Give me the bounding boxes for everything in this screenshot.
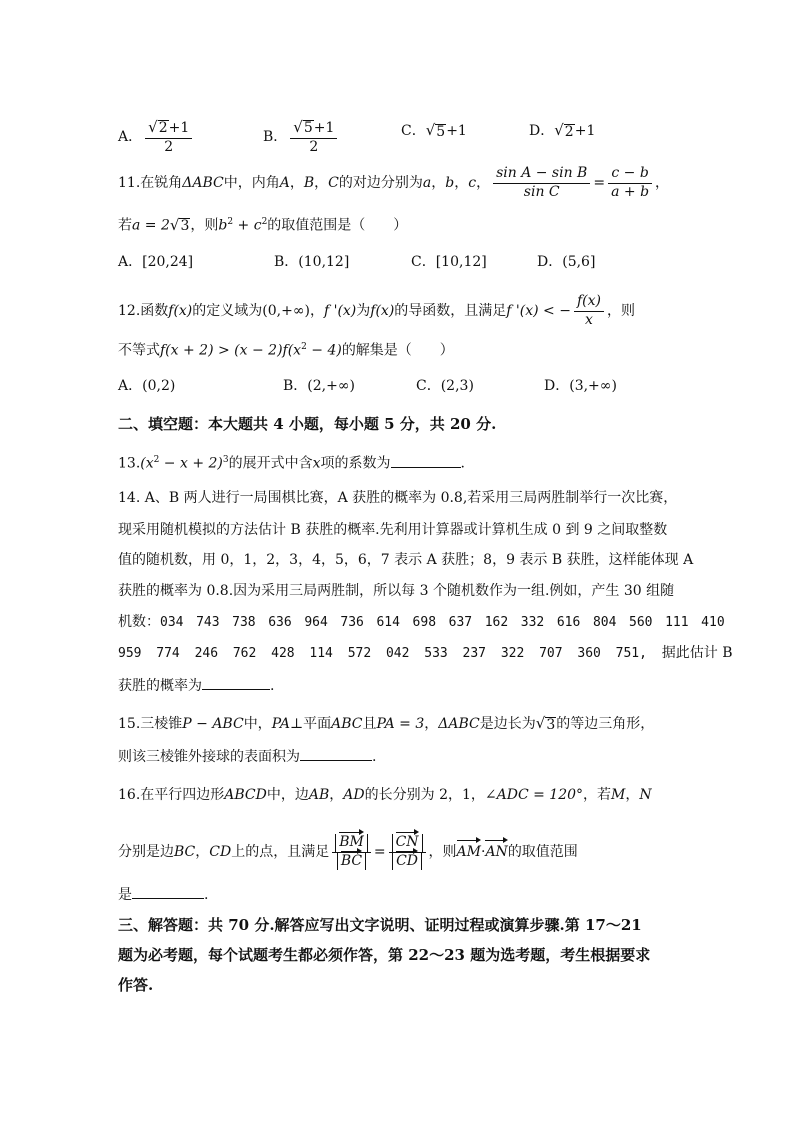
random-number-group: 034 bbox=[160, 615, 184, 630]
q14-line-3: 值的随机数，用 0，1，2，3，4，5，6，7 表示 A 获胜；8，9 表示 B 获胜，这样能体现 A bbox=[118, 552, 694, 568]
random-number-group: 111 bbox=[665, 615, 689, 630]
q15-stem: 15.三棱锥P − ABC中，PA⊥平面ABC且PA = 3，ΔABC是边长为 √ 3 的等边三角形， bbox=[118, 714, 655, 733]
q14-answer-line: 获胜的概率为 . bbox=[118, 675, 274, 696]
q11-condition: 若a = 2 √ 3 ，则$b^2 + c^2$的取值范围是（ ） bbox=[118, 215, 408, 235]
random-number-group: 572 bbox=[347, 646, 372, 661]
random-number-group: 162 bbox=[484, 615, 509, 630]
random-number-group: 237 bbox=[462, 646, 487, 661]
random-number-group: 738 bbox=[232, 615, 256, 630]
random-number-group: 959 bbox=[118, 646, 142, 661]
q11-stem: 11.在锐角ΔABC中，内角A，B，C的对边分别为a，b，c， $\frac{\text{sin A − sin B}}{\text{sin C}}$ = $\frac{c - b}{a + b}$ ， bbox=[118, 165, 670, 200]
q16-answer-line: 是 . bbox=[118, 884, 208, 905]
section-3-heading-line-3: 作答. bbox=[118, 976, 154, 994]
q13-answer-blank[interactable] bbox=[391, 453, 461, 468]
q14-numbers-row-1: 机数：034 743 738 636 964 736 614 698 637 162 332 616 804 560 111 410 bbox=[118, 612, 737, 633]
q13-stem: $13.(x^2 - x + 2)^3$的展开式中含x项的系数为 . bbox=[118, 450, 465, 474]
random-number-group: 616 bbox=[556, 615, 581, 630]
q15-answer-line: 则该三棱锥外接球的表面积为 . bbox=[118, 746, 376, 767]
q14-answer-blank[interactable] bbox=[202, 675, 270, 690]
random-number-group: 332 bbox=[520, 615, 545, 630]
random-number-group: 560 bbox=[629, 615, 653, 630]
q16-stem: 16.在平行四边形ABCD中，边AB，AD的长分别为 2，1，∠ADC = 120°，若M，N bbox=[118, 787, 652, 803]
random-number-group: 698 bbox=[412, 615, 437, 630]
random-number-group: 114 bbox=[309, 646, 333, 661]
q14-line-4: 获胜的概率为 0.8.因为采用三局两胜制，所以每 3 个随机数作为一组.例如，产生 30 组随 bbox=[118, 583, 675, 599]
q14-line-2: 现采用随机模拟的方法估计 B 获胜的概率.先利用计算器或计算机生成 0 到 9 之间取整数 bbox=[118, 522, 668, 538]
q15-answer-blank[interactable] bbox=[300, 746, 372, 761]
q10-option-c: C． √ 5 +1 bbox=[401, 121, 467, 140]
random-number-group: 636 bbox=[268, 615, 292, 630]
random-number-group: 322 bbox=[500, 646, 525, 661]
q14-numbers-row-2: 959 774 246 762 428 114 572 042 533 237 322 707 360 751, 据此估计 B bbox=[118, 643, 733, 664]
random-number-group: 751, bbox=[615, 646, 647, 661]
random-number-group: 042 bbox=[385, 646, 410, 661]
q12-stem: 12.函数f(x)的定义域为(0,+∞)，f '(x)为f(x)的导函数，且满足f '(x) < − $\frac{f(x)}{x}$ ，则 bbox=[118, 293, 635, 328]
random-number-group: 360 bbox=[577, 646, 601, 661]
section-2-heading: 二、填空题：本大题共 4 小题，每小题 5 分，共 20 分. bbox=[118, 415, 497, 433]
random-number-group: 246 bbox=[194, 646, 219, 661]
q10-option-d: D． √ 2 +1 bbox=[529, 121, 596, 140]
q11-option-d: D．(5,6] bbox=[537, 254, 596, 270]
q12-inequality: 不等式$f(x + 2) > (x - 2)f(x^2 - 4)$的解集是（ ） bbox=[118, 342, 454, 359]
random-number-group: 410 bbox=[701, 615, 725, 630]
q12-option-b: B．(2,+∞) bbox=[283, 378, 355, 394]
section-3-heading-line-2: 题为必考题，每个试题考生都必须作答，第 22～23 题为选考题，考生根据要求 bbox=[118, 946, 651, 964]
q12-option-a: A．(0,2) bbox=[118, 378, 176, 394]
random-number-group: 964 bbox=[304, 615, 328, 630]
random-number-group: 614 bbox=[376, 615, 400, 630]
random-number-group: 774 bbox=[156, 646, 180, 661]
random-number-group: 743 bbox=[196, 615, 220, 630]
random-number-group: 428 bbox=[271, 646, 295, 661]
random-number-group: 736 bbox=[340, 615, 364, 630]
q16-condition: 分别是边BC，CD上的点，且满足 $\frac{BM}{BC}$ = $\frac{CN}{CD}$ ，则AM·AN的取值范围 bbox=[118, 834, 578, 869]
q14-line-1: 14. A、B 两人进行一局围棋比赛，A 获胜的概率为 0.8,若采用三局两胜制举行一次比赛， bbox=[118, 490, 678, 506]
random-number-group: 707 bbox=[539, 646, 563, 661]
q12-option-c: C．(2,3) bbox=[416, 378, 474, 394]
random-number-group: 804 bbox=[592, 615, 617, 630]
q16-answer-blank[interactable] bbox=[132, 884, 204, 899]
q11-option-b: B．(10,12] bbox=[274, 254, 350, 270]
q12-option-d: D．(3,+∞) bbox=[544, 378, 617, 394]
q10-option-a: A． √ 2 +1 2 bbox=[118, 118, 195, 156]
q11-option-a: A．[20,24] bbox=[118, 254, 194, 270]
random-number-group: 762 bbox=[232, 646, 257, 661]
random-number-group: 533 bbox=[424, 646, 448, 661]
random-number-group: 637 bbox=[448, 615, 473, 630]
section-3-heading-line-1: 三、解答题：共 70 分.解答应写出文字说明、证明过程或演算步骤.第 17～21 bbox=[118, 916, 642, 934]
q11-option-c: C．[10,12] bbox=[411, 254, 487, 270]
q10-option-b: B． √ 5 +1 2 bbox=[263, 118, 340, 156]
